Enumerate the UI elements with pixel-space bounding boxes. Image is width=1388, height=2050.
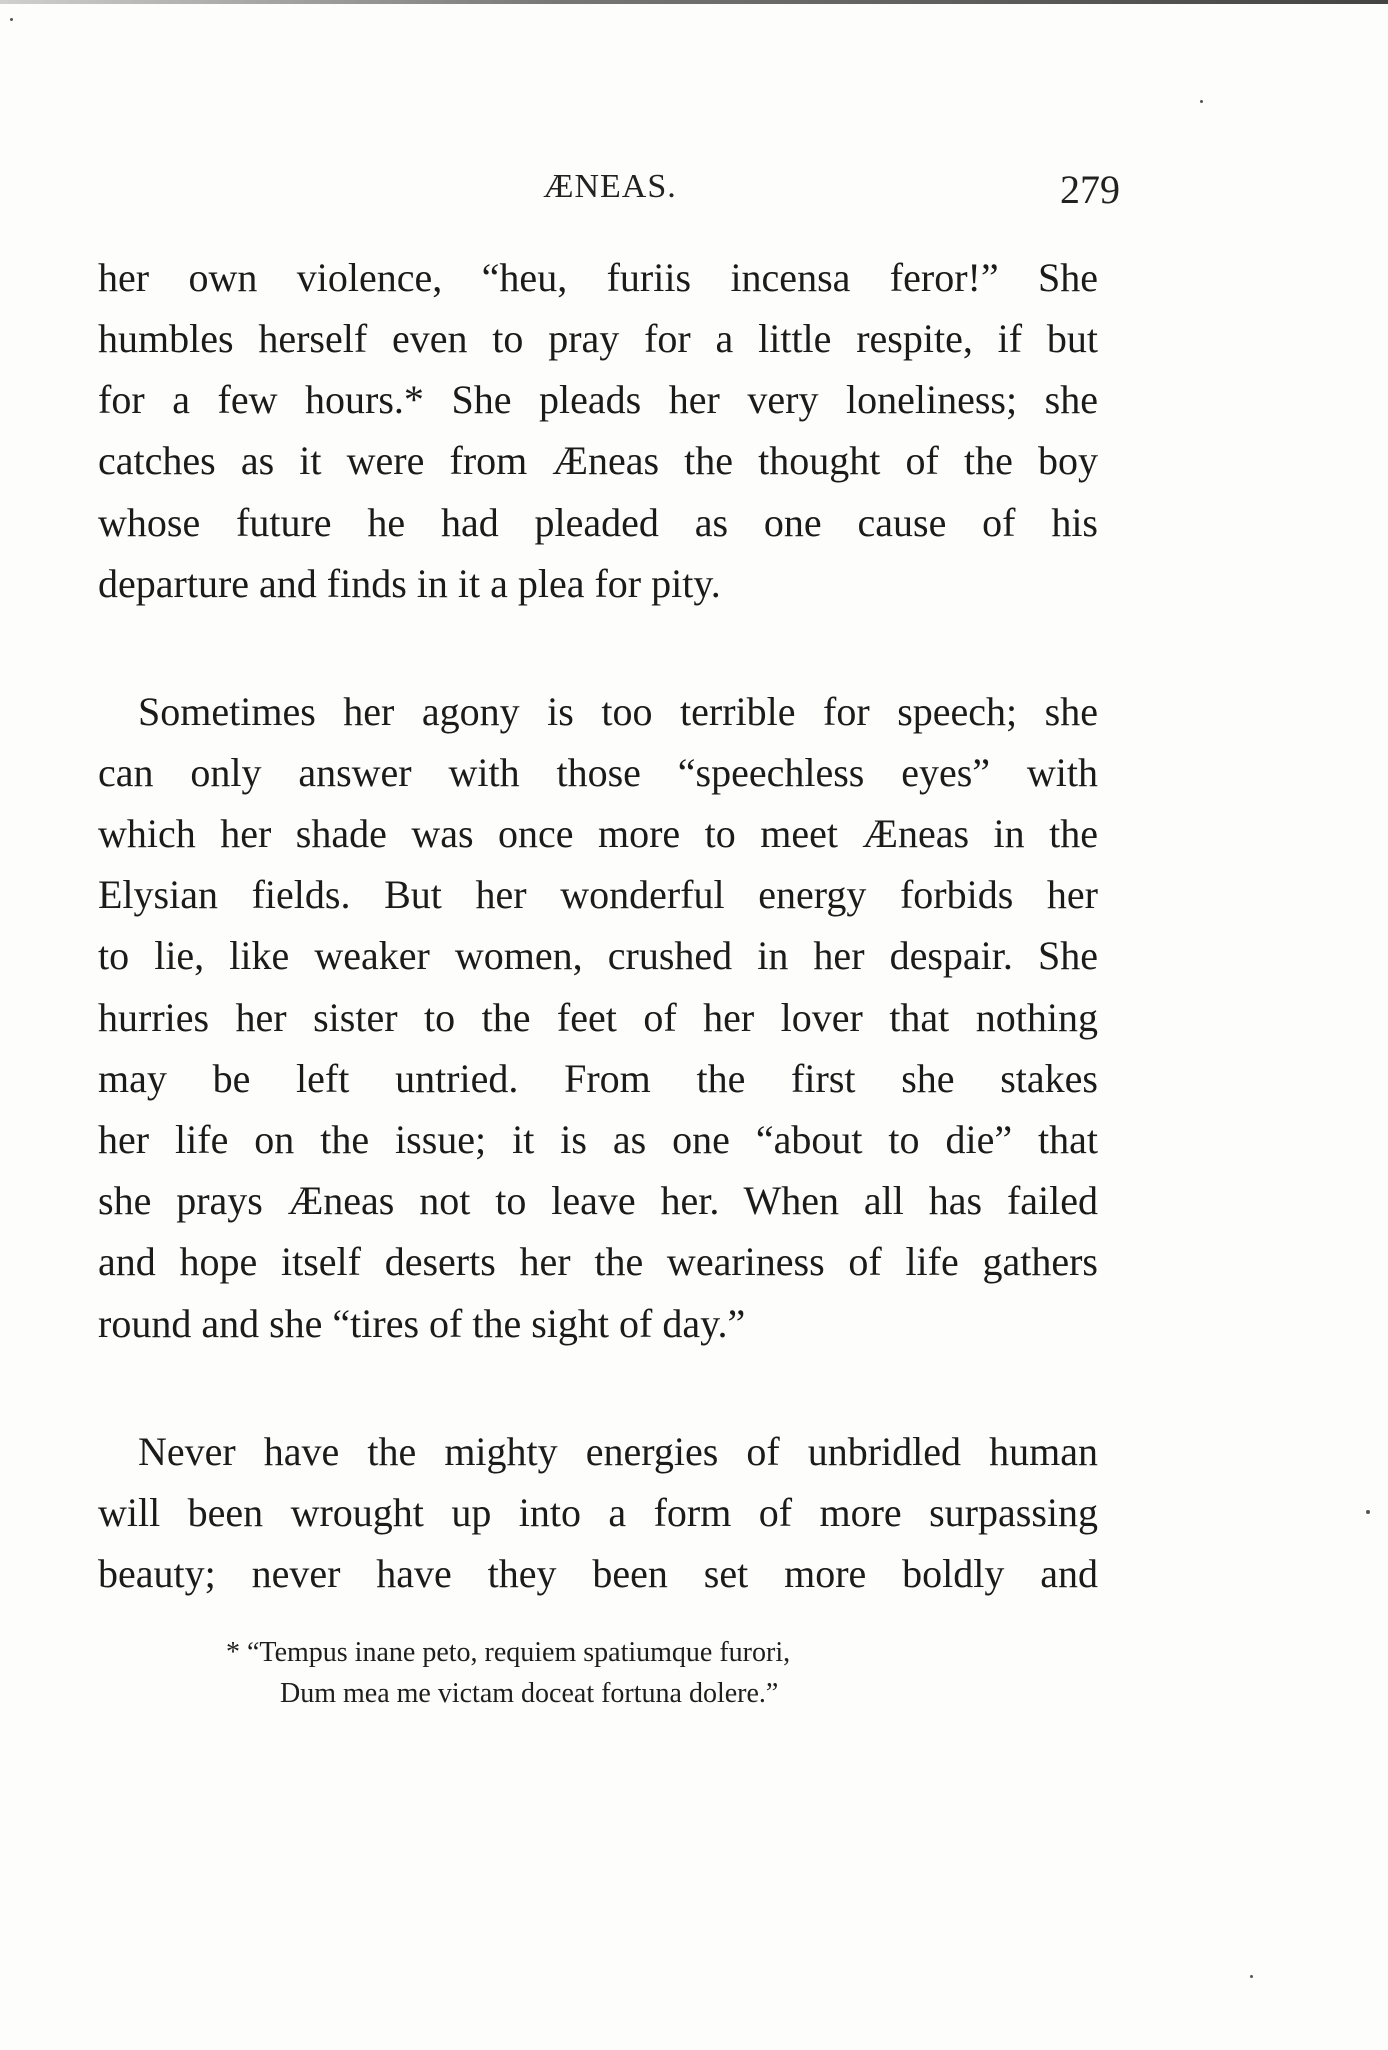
paragraph-1-line: departure and finds in it a plea for pity. xyxy=(98,561,721,606)
paragraph-2-line: she prays Æneas not to leave her. When all has failed xyxy=(98,1178,1098,1223)
page-number: 279 xyxy=(1060,167,1120,212)
running-header-title: ÆNEAS. xyxy=(543,168,677,205)
footnote-line-2: Dum mea me victam doceat fortuna dolere.” xyxy=(280,1678,779,1709)
page-top-edge xyxy=(0,0,1388,4)
paragraph-3-line: Never have the mighty energies of unbridled human xyxy=(138,1429,1098,1474)
paragraph-1-line: catches as it were from Æneas the thought of the boy xyxy=(98,438,1098,483)
scan-speck xyxy=(1366,1510,1370,1514)
paragraph-2-line: her life on the issue; it is as one “about to die” that xyxy=(98,1117,1098,1162)
paragraph-2-line: Sometimes her agony is too terrible for speech; she xyxy=(138,689,1098,734)
paragraph-2-line: round and she “tires of the sight of day.” xyxy=(98,1301,746,1346)
paragraph-2-line: which her shade was once more to meet Æneas in the xyxy=(98,811,1098,856)
paragraph-1-line: humbles herself even to pray for a little respite, if but xyxy=(98,316,1098,361)
paragraph-1-line: her own violence, “heu, furiis incensa feror!” She xyxy=(98,255,1098,300)
scan-speck xyxy=(10,18,13,21)
paragraph-3-line: beauty; never have they been set more boldly and xyxy=(98,1551,1098,1596)
paragraph-2-line: to lie, like weaker women, crushed in her despair. She xyxy=(98,933,1098,978)
paragraph-1-line: for a few hours.* She pleads her very loneliness; she xyxy=(98,377,1098,422)
paragraph-2-line: and hope itself deserts her the weariness of life gathers xyxy=(98,1239,1098,1284)
paragraph-2-line: may be left untried. From the first she stakes xyxy=(98,1056,1098,1101)
paragraph-2-line: Elysian fields. But her wonderful energy forbids her xyxy=(98,872,1098,917)
paragraph-2-line: can only answer with those “speechless eyes” with xyxy=(98,750,1098,795)
footnote-line-1: * “Tempus inane peto, requiem spatiumque furori, xyxy=(226,1637,791,1668)
scan-speck xyxy=(1250,1975,1253,1978)
paragraph-1-line: whose future he had pleaded as one cause of his xyxy=(98,500,1098,545)
paragraph-2-line: hurries her sister to the feet of her lover that nothing xyxy=(98,995,1098,1040)
paragraph-3-line: will been wrought up into a form of more surpassing xyxy=(98,1490,1098,1535)
scan-speck xyxy=(1200,100,1203,103)
